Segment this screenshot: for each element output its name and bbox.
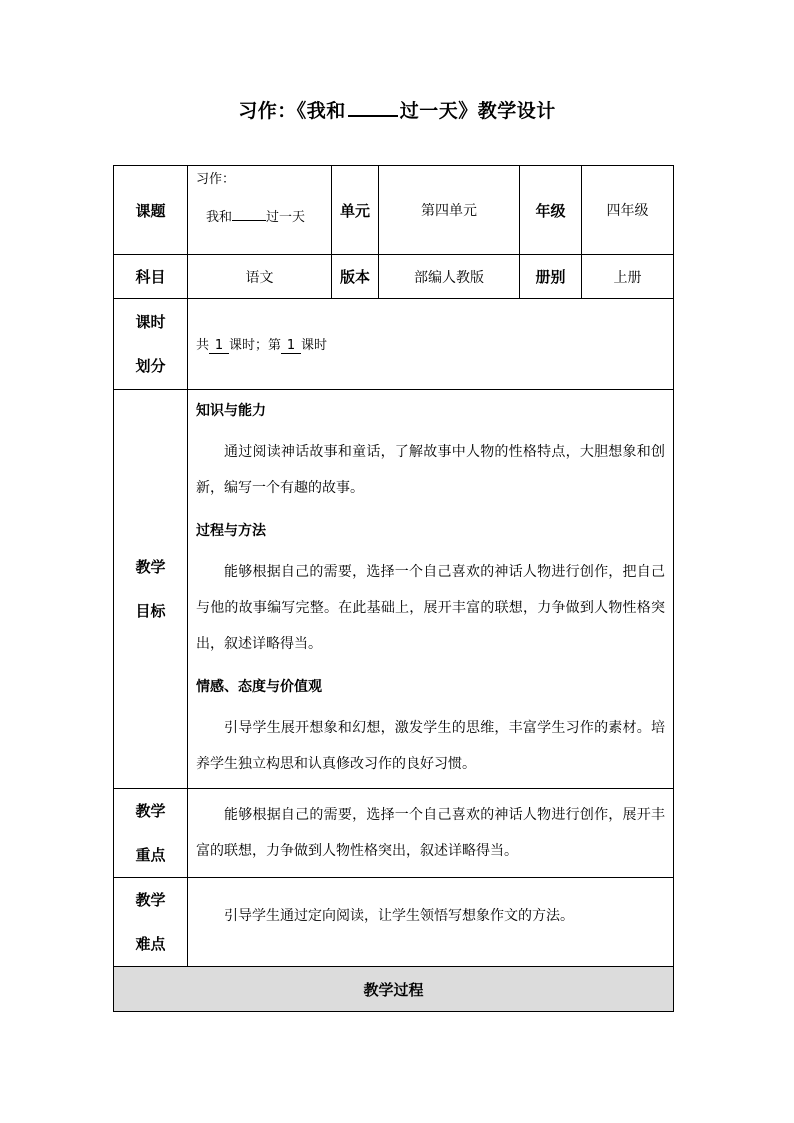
topic-blank	[232, 208, 266, 221]
goal-text-values: 引导学生展开想象和幻想，激发学生的思维，丰富学生习作的素材。培养学生独立构思和认真修改习作的良好习惯。	[196, 720, 665, 772]
table-row	[114, 255, 674, 299]
label-volume: 册别	[520, 255, 582, 299]
difficulty-content: 引导学生通过定向阅读，让学生领悟写想象作文的方法。	[188, 878, 674, 967]
goal-heading-knowledge: 知识与能力	[196, 403, 266, 419]
table-row	[114, 967, 674, 1012]
hours-value: 共 1 课时；第 1 课时	[188, 299, 674, 390]
grade-value: 四年级	[582, 166, 674, 255]
goal-text-knowledge: 通过阅读神话故事和童话，了解故事中人物的性格特点，大胆想象和创新，编写一个有趣的故事。	[196, 444, 665, 496]
table-row	[114, 789, 674, 878]
label-key-point: 教学 重点	[114, 789, 188, 878]
label-grade: 年级	[520, 166, 582, 255]
label-difficulty: 教学 难点	[114, 878, 188, 967]
topic-line2: 我和 过一天	[206, 210, 306, 225]
table-row	[114, 299, 674, 390]
document-title: 习作：《我和 过一天》教学设计	[238, 100, 556, 122]
topic-line1: 习作：	[196, 172, 236, 187]
label-hours: 课时 划分	[114, 299, 188, 390]
label-subject: 科目	[114, 255, 188, 299]
label-unit: 单元	[332, 166, 379, 255]
table-row	[114, 166, 674, 255]
process-header: 教学过程	[114, 967, 674, 1012]
goal-heading-process: 过程与方法	[196, 523, 266, 539]
volume-value: 上册	[582, 255, 674, 299]
title-blank	[348, 99, 398, 117]
label-goals: 教学 目标	[114, 390, 188, 789]
topic-cell	[188, 166, 332, 255]
label-edition: 版本	[332, 255, 379, 299]
lesson-plan-table	[113, 165, 674, 1012]
goal-heading-values: 情感、态度与价值观	[196, 679, 322, 695]
table-row	[114, 878, 674, 967]
label-topic: 课题	[114, 166, 188, 255]
goal-text-process: 能够根据自己的需要，选择一个自己喜欢的神话人物进行创作，把自己与他的故事编写完整。在此基础上，展开丰富的联想，力争做到人物性格突出，叙述详略得当。	[196, 564, 665, 652]
edition-value: 部编人教版	[379, 255, 520, 299]
table-row	[114, 390, 674, 789]
unit-value: 第四单元	[379, 166, 520, 255]
key-point-content: 能够根据自己的需要，选择一个自己喜欢的神话人物进行创作，展开丰富的联想，力争做到人物性格突出，叙述详略得当。	[188, 789, 674, 878]
goals-content	[188, 390, 674, 789]
subject-value: 语文	[188, 255, 332, 299]
